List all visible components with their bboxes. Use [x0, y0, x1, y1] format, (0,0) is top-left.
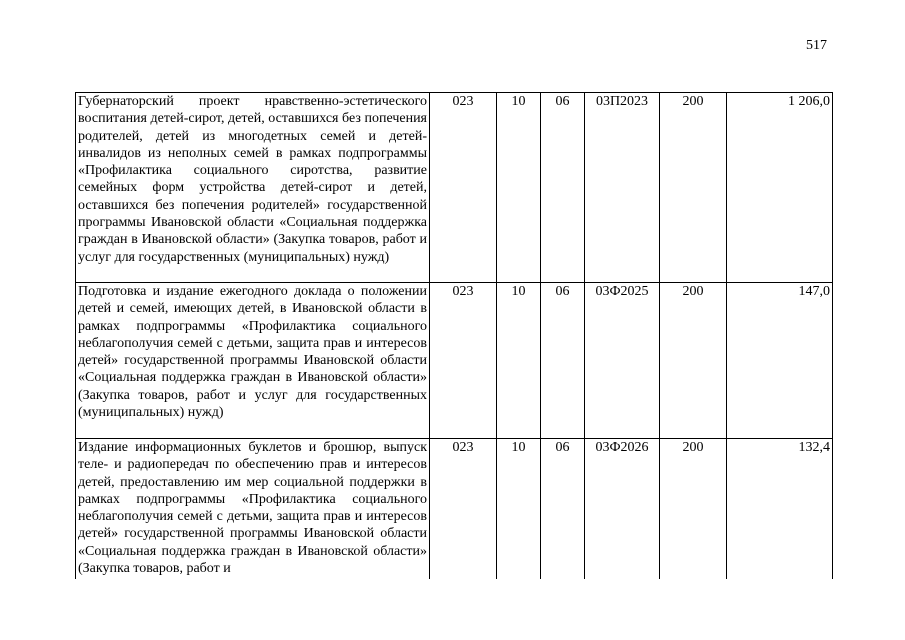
- amount-cell: 132,4: [727, 439, 833, 579]
- row-description: Издание информационных буклетов и брошюр, выпуск теле- и радиопередач по обеспечению прав и интересов детей, предоставлению им мер социальной поддержки в рамках подпрограммы «Профилактика социального неблагополучия семей с детьми, защита прав и интересов детей» государственной программы Ивановской области «Социальная поддержка граждан в Ивановской области» (Закупка товаров, работ и: [76, 439, 430, 579]
- target-article-cell: 03Ф2026: [585, 439, 660, 579]
- section-cell: 10: [497, 93, 541, 283]
- amount-cell: 1 206,0: [727, 93, 833, 283]
- row-description: Подготовка и издание ежегодного доклада о положении детей и семей, имеющих детей, в Ивановской области в рамках подпрограммы «Профилактика социального неблагополучия семей с детьми, защита прав и интересов детей» государственной программы Ивановской области «Социальная поддержка граждан в Ивановской области» (Закупка товаров, работ и услуг для государственных (муниципальных) нужд): [76, 283, 430, 439]
- row-description: Губернаторский проект нравственно-эстетического воспитания детей-сирот, детей, оставшихся без попечения родителей, детей из многодетных семей и детей-инвалидов из неполных семей в рамках подпрограммы «Профилактика социального сиротства, развитие семейных форм устройства детей-сирот и детей, оставшихся без попечения родителей» государственной программы Ивановской области «Социальная поддержка граждан в Ивановской области» (Закупка товаров, работ и услуг для государственных (муниципальных) нужд): [76, 93, 430, 283]
- target-article-cell: 03Ф2025: [585, 283, 660, 439]
- expense-type-cell: 200: [660, 283, 727, 439]
- page-number: 517: [806, 38, 827, 53]
- subsection-cell: 06: [541, 439, 585, 579]
- amount-cell: 147,0: [727, 283, 833, 439]
- subsection-cell: 06: [541, 93, 585, 283]
- ministry-code-cell: 023: [430, 93, 497, 283]
- subsection-cell: 06: [541, 283, 585, 439]
- ministry-code-cell: 023: [430, 283, 497, 439]
- table-row: [76, 283, 833, 439]
- section-cell: 10: [497, 439, 541, 579]
- table-row: [76, 439, 833, 579]
- ministry-code-cell: 023: [430, 439, 497, 579]
- table-row: [76, 93, 833, 283]
- budget-table: [75, 92, 833, 579]
- section-cell: 10: [497, 283, 541, 439]
- expense-type-cell: 200: [660, 439, 727, 579]
- target-article-cell: 03П2023: [585, 93, 660, 283]
- expense-type-cell: 200: [660, 93, 727, 283]
